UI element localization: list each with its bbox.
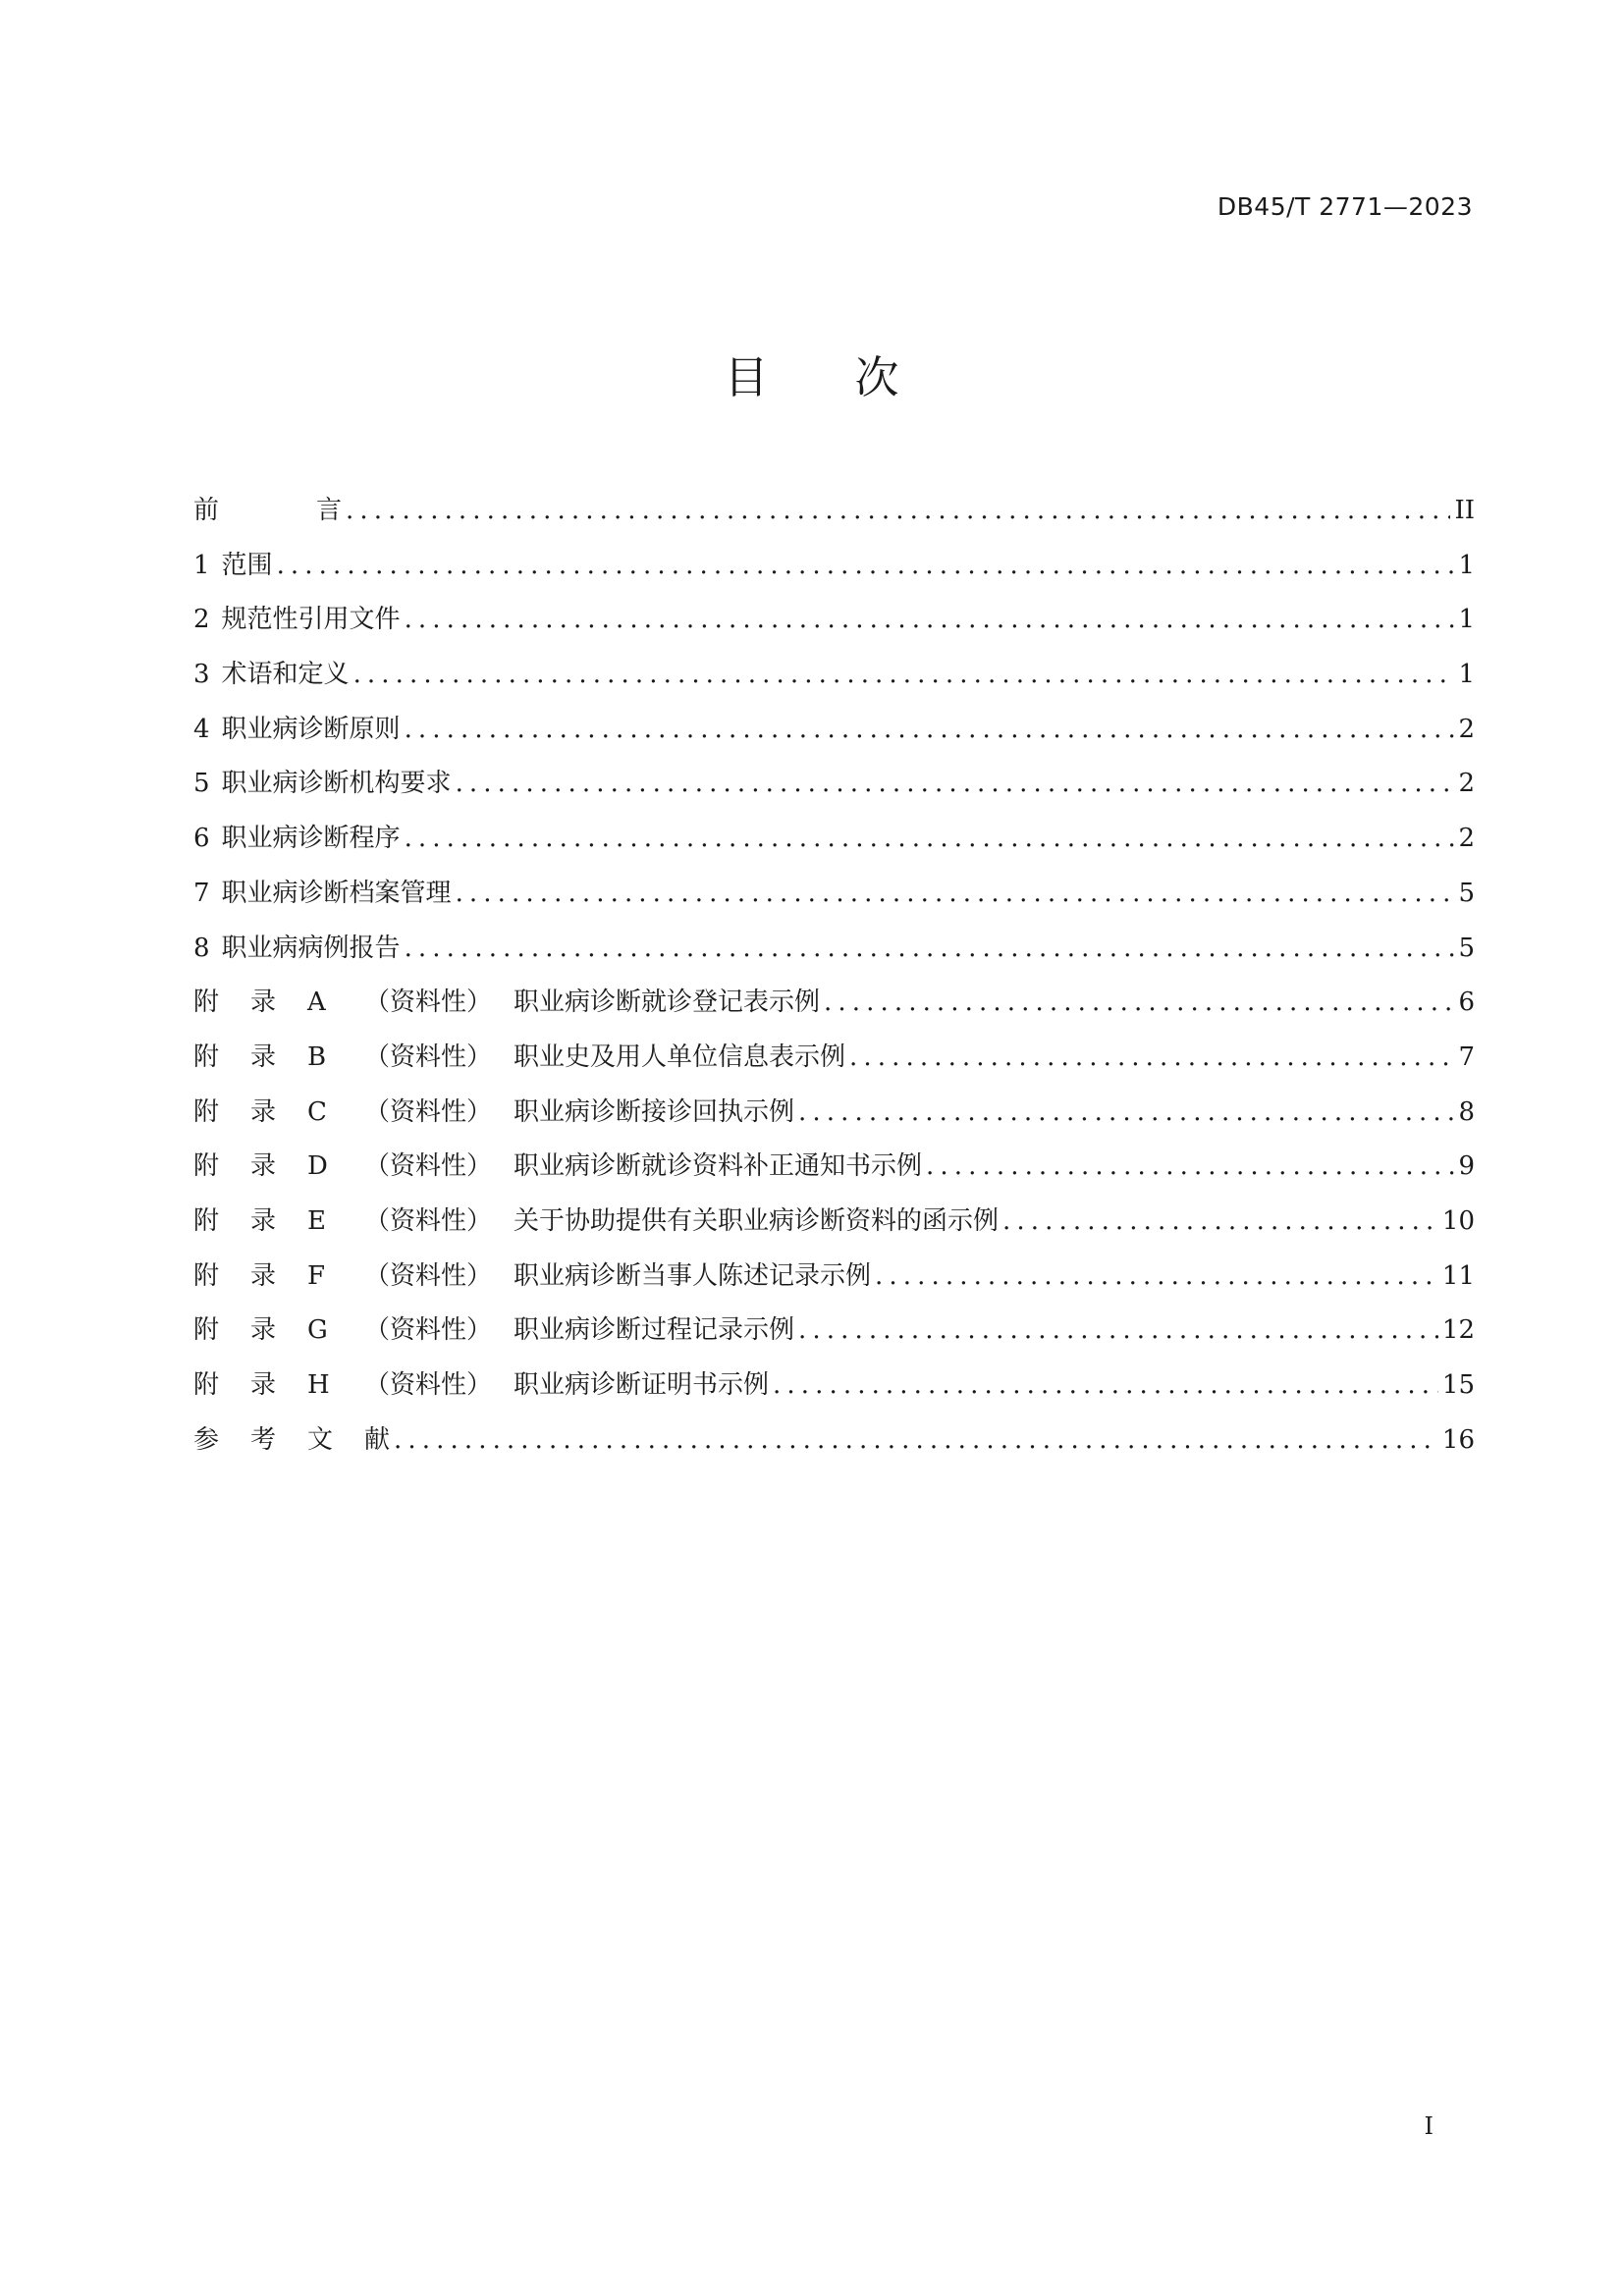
references-char-3: 文 <box>307 1424 334 1455</box>
section-number: 6 <box>193 824 210 854</box>
dot-leader <box>875 1256 1438 1296</box>
toc-entry-appendix-g[interactable] <box>193 1310 1475 1365</box>
appendix-title: 职业病诊断就诊登记表示例 <box>514 988 821 1018</box>
appendix-letter: F <box>307 1260 326 1291</box>
appendix-prefix-char-2: 录 <box>250 1151 277 1182</box>
dot-leader <box>798 1310 1438 1350</box>
entry-title <box>193 600 401 639</box>
appendix-letter: G <box>307 1315 328 1346</box>
foreword-char-2: 言 <box>316 496 343 525</box>
entry-title <box>193 1256 871 1296</box>
appendix-nature: （资料性） <box>364 1041 493 1072</box>
toc-entry-section-1[interactable] <box>193 546 1475 601</box>
appendix-prefix-char-2: 录 <box>250 1096 277 1127</box>
appendix-prefix-char-1: 附 <box>193 1096 220 1127</box>
dot-leader <box>926 1147 1454 1186</box>
entry-title <box>193 819 401 858</box>
appendix-prefix-char-1: 附 <box>193 1205 220 1236</box>
entry-page-number: 1 <box>1458 605 1475 635</box>
appendix-letter: C <box>307 1096 327 1127</box>
dot-leader <box>798 1093 1454 1132</box>
section-title: 职业病病例报告 <box>221 933 401 963</box>
entry-title <box>193 710 401 749</box>
toc-entry-section-8[interactable] <box>193 929 1475 984</box>
toc-entry-appendix-c[interactable] <box>193 1093 1475 1148</box>
appendix-prefix-char-2: 录 <box>250 1370 277 1400</box>
references-char-4: 献 <box>364 1424 391 1455</box>
appendix-letter: B <box>307 1041 327 1072</box>
foreword-char-1: 前 <box>193 496 220 525</box>
section-title: 规范性引用文件 <box>221 605 401 635</box>
section-title: 职业病诊断机构要求 <box>221 769 452 799</box>
entry-page-number: 16 <box>1441 1424 1475 1455</box>
dot-leader <box>456 874 1455 913</box>
section-title: 职业病诊断原则 <box>221 714 401 744</box>
entry-title <box>193 1365 769 1405</box>
appendix-title: 职业史及用人单位信息表示例 <box>514 1041 846 1072</box>
title-char-2: 次 <box>854 351 899 403</box>
entry-title <box>193 983 820 1022</box>
section-number: 7 <box>193 878 210 908</box>
entry-page-number: 1 <box>1458 660 1475 690</box>
entry-title <box>193 1420 390 1460</box>
dot-leader <box>824 983 1454 1022</box>
entry-title <box>193 929 401 968</box>
appendix-prefix-char-2: 录 <box>250 1260 277 1291</box>
appendix-prefix-char-1: 附 <box>193 1041 220 1072</box>
appendix-letter: A <box>307 988 326 1018</box>
appendix-prefix-char-2: 录 <box>250 1315 277 1346</box>
entry-title <box>193 1201 999 1241</box>
entry-page-number: 6 <box>1458 988 1475 1018</box>
dot-leader <box>849 1038 1454 1077</box>
entry-title <box>193 655 350 694</box>
page-title <box>0 342 1623 405</box>
appendix-title: 职业病诊断接诊回执示例 <box>514 1096 795 1127</box>
appendix-nature: （资料性） <box>364 1205 493 1236</box>
appendix-title: 职业病诊断就诊资料补正通知书示例 <box>514 1151 923 1182</box>
section-title: 术语和定义 <box>221 660 350 690</box>
dot-leader <box>405 710 1455 749</box>
table-of-contents <box>193 491 1475 1474</box>
appendix-prefix-char-2: 录 <box>250 1041 277 1072</box>
page-number: I <box>1424 2112 1434 2140</box>
entry-title <box>193 874 452 913</box>
dot-leader <box>277 546 1455 585</box>
entry-title <box>193 546 273 585</box>
appendix-prefix-char-1: 附 <box>193 1370 220 1400</box>
appendix-letter: D <box>307 1151 328 1182</box>
entry-page-number: 9 <box>1458 1151 1475 1182</box>
section-number: 2 <box>193 605 210 635</box>
entry-title <box>193 1147 922 1186</box>
section-title: 范围 <box>221 550 273 580</box>
entry-page-number: 12 <box>1441 1315 1475 1346</box>
toc-entry-appendix-d[interactable] <box>193 1147 1475 1201</box>
dot-leader <box>405 600 1455 639</box>
entry-title <box>193 1038 845 1077</box>
dot-leader <box>405 819 1455 858</box>
appendix-nature: （资料性） <box>364 1315 493 1346</box>
appendix-nature: （资料性） <box>364 1260 493 1291</box>
toc-entry-appendix-b[interactable] <box>193 1038 1475 1093</box>
entry-page-number: 2 <box>1458 714 1475 744</box>
toc-entry-appendix-a[interactable] <box>193 983 1475 1038</box>
entry-page-number: 11 <box>1441 1260 1475 1291</box>
appendix-title: 职业病诊断当事人陈述记录示例 <box>514 1260 872 1291</box>
dot-leader <box>353 655 1455 694</box>
toc-entry-foreword[interactable] <box>193 491 1475 546</box>
entry-page-number: 10 <box>1441 1205 1475 1236</box>
toc-entry-section-5[interactable] <box>193 764 1475 819</box>
dot-leader <box>394 1420 1438 1460</box>
appendix-prefix-char-1: 附 <box>193 988 220 1018</box>
appendix-nature: （资料性） <box>364 1370 493 1400</box>
toc-entry-references[interactable] <box>193 1420 1475 1475</box>
references-char-1: 参 <box>193 1424 220 1455</box>
entry-title <box>193 1093 794 1132</box>
appendix-prefix-char-2: 录 <box>250 988 277 1018</box>
entry-page-number: 5 <box>1458 878 1475 908</box>
entry-page-number: 5 <box>1458 933 1475 963</box>
entry-title <box>193 1310 794 1350</box>
toc-entry-section-4[interactable] <box>193 710 1475 765</box>
appendix-prefix-char-1: 附 <box>193 1151 220 1182</box>
section-number: 8 <box>193 933 210 963</box>
section-number: 1 <box>193 550 210 580</box>
title-char-1: 目 <box>724 351 769 403</box>
toc-entry-section-6[interactable] <box>193 819 1475 874</box>
entry-page-number: 7 <box>1458 1041 1475 1072</box>
appendix-letter: E <box>307 1205 326 1236</box>
entry-title <box>193 491 342 530</box>
toc-entry-appendix-h[interactable] <box>193 1365 1475 1420</box>
dot-leader <box>405 929 1455 968</box>
toc-entry-section-3[interactable] <box>193 655 1475 710</box>
entry-page-number: 2 <box>1458 769 1475 799</box>
section-number: 4 <box>193 714 210 744</box>
appendix-title: 职业病诊断过程记录示例 <box>514 1315 795 1346</box>
toc-entry-appendix-f[interactable] <box>193 1256 1475 1311</box>
appendix-nature: （资料性） <box>364 988 493 1018</box>
references-char-2: 考 <box>250 1424 277 1455</box>
standard-code: DB45/T 2771—2023 <box>1217 192 1473 221</box>
dot-leader <box>1002 1201 1438 1241</box>
appendix-title: 关于协助提供有关职业病诊断资料的函示例 <box>514 1205 1000 1236</box>
toc-entry-appendix-e[interactable] <box>193 1201 1475 1256</box>
entry-page-number: 15 <box>1441 1370 1475 1400</box>
dot-leader <box>346 491 1450 530</box>
entry-page-number: 2 <box>1458 824 1475 854</box>
toc-entry-section-2[interactable] <box>193 600 1475 655</box>
appendix-letter: H <box>307 1370 330 1400</box>
entry-page-number: 1 <box>1458 550 1475 580</box>
appendix-prefix-char-2: 录 <box>250 1205 277 1236</box>
section-title: 职业病诊断档案管理 <box>221 878 452 908</box>
appendix-nature: （资料性） <box>364 1096 493 1127</box>
dot-leader <box>456 764 1455 803</box>
toc-entry-section-7[interactable] <box>193 874 1475 929</box>
entry-page-number: II <box>1454 496 1475 525</box>
entry-page-number: 8 <box>1458 1096 1475 1127</box>
section-number: 5 <box>193 769 210 799</box>
entry-title <box>193 764 452 803</box>
section-title: 职业病诊断程序 <box>221 824 401 854</box>
section-number: 3 <box>193 660 210 690</box>
appendix-prefix-char-1: 附 <box>193 1315 220 1346</box>
appendix-title: 职业病诊断证明书示例 <box>514 1370 770 1400</box>
appendix-nature: （资料性） <box>364 1151 493 1182</box>
appendix-prefix-char-1: 附 <box>193 1260 220 1291</box>
dot-leader <box>773 1365 1438 1405</box>
